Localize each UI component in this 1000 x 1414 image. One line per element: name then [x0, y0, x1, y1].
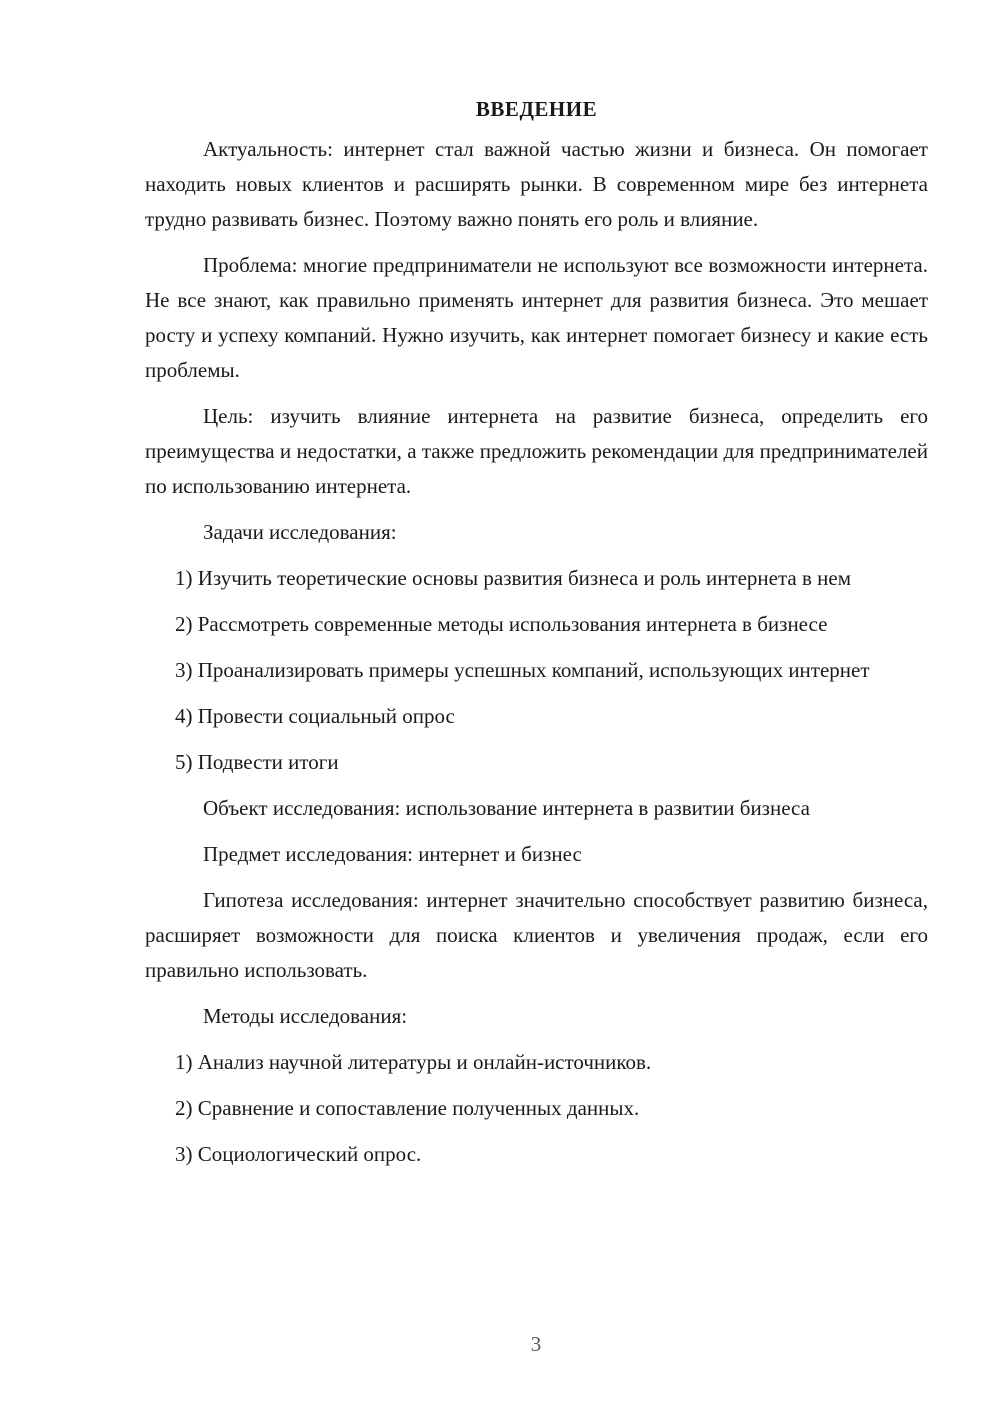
task-item: 4) Провести социальный опрос [175, 704, 455, 728]
object-paragraph: Объект исследования: использование интернета в развитии бизнеса [203, 796, 810, 820]
method-item: 2) Сравнение и сопоставление полученных данных. [175, 1096, 640, 1120]
methods-heading: Методы исследования: [203, 1004, 408, 1028]
method-item: 3) Социологический опрос. [175, 1142, 422, 1166]
task-item: 2) Рассмотреть современные методы использования интернета в бизнесе [175, 612, 828, 636]
goal-paragraph: Цель: изучить влияние интернета на развитие бизнеса, определить его преимущества и недостатки, а также предложить рекомендации для предпринимателей по использованию интернета. [145, 404, 928, 498]
relevance-paragraph: Актуальность: интернет стал важной частью жизни и бизнеса. Он помогает находить новых клиентов и расширять рынки. В современном мире без интернета трудно развивать бизнес. Поэтому важно понять его роль и влияние. [145, 137, 928, 231]
document-body [145, 92, 928, 1183]
task-item: 5) Подвести итоги [175, 750, 339, 774]
page-number: 3 [530, 1332, 542, 1356]
page-title: ВВЕДЕНИЕ [475, 97, 598, 121]
method-item: 1) Анализ научной литературы и онлайн-источников. [175, 1050, 652, 1074]
hypothesis-paragraph: Гипотеза исследования: интернет значительно способствует развитию бизнеса, расширяет возможности для поиска клиентов и увеличения продаж, если его правильно использовать. [145, 888, 928, 982]
task-item: 3) Проанализировать примеры успешных компаний, использующих интернет [175, 658, 870, 682]
task-item: 1) Изучить теоретические основы развития бизнеса и роль интернета в нем [175, 566, 852, 590]
tasks-heading: Задачи исследования: [203, 520, 397, 544]
subject-paragraph: Предмет исследования: интернет и бизнес [203, 842, 582, 866]
problem-paragraph: Проблема: многие предприниматели не используют все возможности интернета. Не все знают, как правильно применять интернет для развития бизнеса. Это мешает росту и успеху компаний. Нужно изучить, как интернет помогает бизнесу и какие есть проблемы. [145, 253, 928, 382]
